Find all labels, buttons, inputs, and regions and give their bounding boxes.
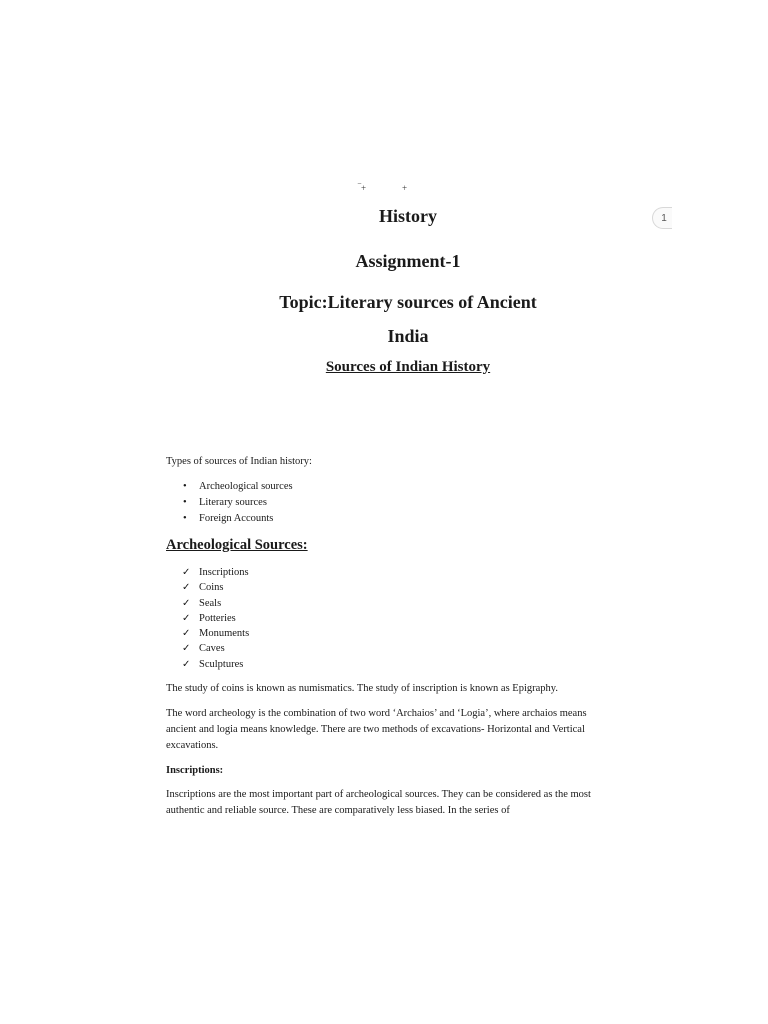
sources-heading: Sources of Indian History	[325, 359, 491, 375]
check-icon: ✓	[182, 597, 191, 609]
list-item	[166, 580, 249, 595]
list-item	[166, 641, 249, 656]
list-item-label: Seals	[199, 597, 222, 609]
list-item: • Archeological sources	[166, 479, 293, 495]
list-item-label: Coins	[199, 582, 224, 594]
check-icon: ✓	[182, 612, 191, 624]
header-mark-left: ‾+	[358, 183, 367, 193]
list-item-label: Sculptures	[199, 658, 244, 670]
topic-title-line-2: India	[387, 326, 429, 346]
list-item-label: Potteries	[199, 612, 236, 624]
inscriptions-heading: Inscriptions:	[166, 765, 224, 776]
check-icon: ✓	[182, 643, 191, 655]
list-item	[166, 596, 249, 611]
subject-title: History	[379, 206, 437, 226]
check-icon: ✓	[182, 628, 191, 640]
archeological-heading: Archeological Sources:	[166, 537, 308, 553]
list-item	[166, 611, 249, 626]
intro-text: Types of sources of Indian history:	[166, 456, 312, 467]
check-icon: ✓	[182, 567, 191, 578]
list-item: • Foreign Accounts	[166, 511, 293, 527]
list-item-label: Monuments	[199, 628, 250, 640]
check-icon: ✓	[182, 658, 191, 670]
inscriptions-paragraph: Inscriptions are the most important part of archeological sources. They can be considered as the most authentic and reliable source. These are comparatively less biased. In the series of	[166, 789, 591, 816]
check-icon: ✓	[182, 582, 191, 594]
source-types-list	[166, 479, 293, 527]
list-item-label: Caves	[199, 643, 225, 655]
assignment-title: Assignment-1	[355, 251, 461, 271]
archeological-items-list	[166, 565, 249, 672]
list-item	[166, 626, 249, 641]
topic-title-line-1: Topic:Literary sources of Ancient	[279, 292, 537, 312]
archeology-word-paragraph: The word archeology is the combination of two word ‘Archaios’ and ‘Logia’, where archaios means ancient and logia means knowledge. There are two methods of excavations- Horizontal and Vertical excavations.	[166, 708, 587, 751]
page-number: 1	[661, 212, 667, 224]
list-item	[166, 657, 249, 672]
list-item-label: Inscriptions	[199, 567, 249, 578]
list-item: • Literary sources	[166, 495, 293, 511]
header-mark-right: +	[402, 183, 408, 193]
numismatics-paragraph: The study of coins is known as numismatics. The study of inscription is known as Epigraphy.	[166, 683, 558, 694]
list-item	[166, 565, 249, 580]
